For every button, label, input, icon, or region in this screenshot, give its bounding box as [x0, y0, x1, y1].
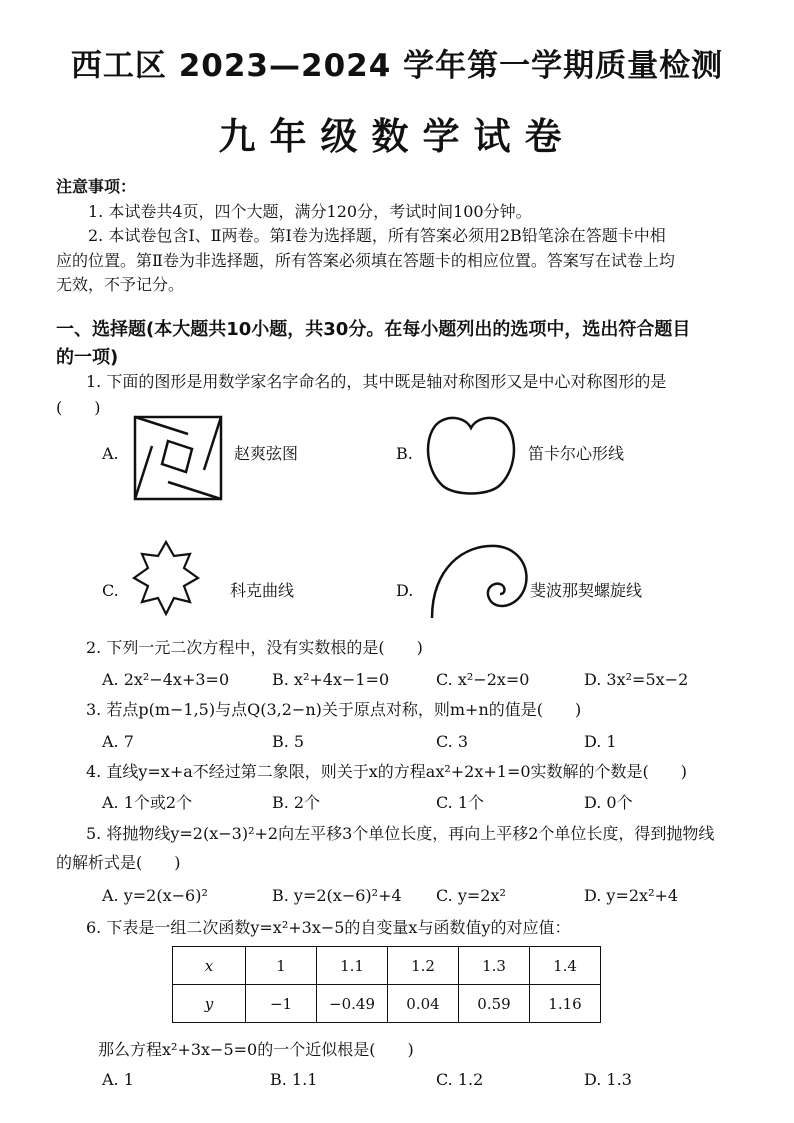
q1-option-c-caption: 科克曲线 [230, 581, 295, 600]
notice-item-2-line1: 2. 本试卷包含Ⅰ、Ⅱ两卷。第Ⅰ卷为选择题，所有答案必须用2B铅笔涂在答题卡中相 [88, 226, 666, 245]
q1-option-a-caption: 赵爽弦图 [234, 444, 299, 463]
q2-option-c[interactable]: C. x²−2x=0 [436, 670, 530, 689]
koch-snowflake-icon [118, 536, 214, 626]
notice-item-1: 1. 本试卷共4页，四个大题，满分120分，考试时间100分钟。 [88, 202, 532, 221]
q2-option-d[interactable]: D. 3x²=5x−2 [584, 670, 689, 689]
q2-stem: 2. 下列一元二次方程中，没有实数根的是( ) [86, 638, 423, 657]
q4-option-b[interactable]: B. 2个 [272, 793, 321, 812]
q6-option-b[interactable]: B. 1.1 [270, 1070, 318, 1089]
table-cell: 1.4 [530, 947, 601, 985]
q6-option-d[interactable]: D. 1.3 [584, 1070, 632, 1089]
q2-option-a[interactable]: A. 2x²−4x+3=0 [102, 670, 230, 689]
q4-option-d[interactable]: D. 0个 [584, 793, 633, 812]
zhao-shuang-diagram-icon [132, 414, 224, 502]
notice-item-2-line2: 应的位置。第Ⅱ卷为非选择题，所有答案必须填在答题卡的相应位置。答案写在试卷上均 [56, 251, 675, 270]
table-cell: −0.49 [317, 985, 388, 1023]
table-cell: −1 [246, 985, 317, 1023]
q1-option-b-letter[interactable]: B. [396, 444, 413, 463]
fibonacci-spiral-icon [424, 538, 534, 620]
notice-item-2-line3: 无效，不予记分。 [56, 275, 185, 294]
cardioid-icon [425, 412, 517, 500]
table-cell: 1.3 [459, 947, 530, 985]
q1-option-d-caption: 斐波那契螺旋线 [530, 581, 643, 600]
q6-option-c[interactable]: C. 1.2 [436, 1070, 484, 1089]
q5-stem-line1: 5. 将抛物线y=2(x−3)²+2向左平移3个单位长度，再向上平移2个单位长度，得到抛物线 [86, 824, 715, 843]
q5-stem-line2: 的解析式是( ) [56, 853, 181, 872]
q4-stem: 4. 直线y=x+a不经过第二象限，则关于x的方程ax²+2x+1=0实数解的个数是( ) [86, 762, 688, 781]
table-row [173, 985, 601, 1023]
q3-stem: 3. 若点p(m−1,5)与点Q(3,2−n)关于原点对称，则m+n的值是( ) [86, 700, 582, 719]
exam-subtitle: 九年级数学试卷 [218, 115, 576, 158]
q1-stem-line1: 1. 下面的图形是用数学家名字命名的，其中既是轴对称图形又是中心对称图形的是 [86, 372, 667, 391]
q1-option-d-letter[interactable]: D. [396, 581, 414, 600]
table-row [173, 947, 601, 985]
section-heading-line2: 的一项) [56, 347, 119, 368]
q5-option-c[interactable]: C. y=2x² [436, 886, 506, 905]
q6-option-a[interactable]: A. 1 [102, 1070, 134, 1089]
q6-stem: 6. 下表是一组二次函数y=x²+3x−5的自变量x与函数值y的对应值： [86, 918, 571, 937]
table-cell: 1.16 [530, 985, 601, 1023]
q6-value-table [172, 946, 601, 1023]
section-heading-line1: 一、选择题(本大题共10小题，共30分。在每小题列出的选项中，选出符合题目 [56, 319, 691, 340]
table-cell: 1.1 [317, 947, 388, 985]
q4-option-c[interactable]: C. 1个 [436, 793, 485, 812]
q4-option-a[interactable]: A. 1个或2个 [102, 793, 193, 812]
q1-option-b-caption: 笛卡尔心形线 [528, 444, 625, 463]
exam-header-title: 西工区 2023—2024 学年第一学期质量检测 [70, 48, 724, 84]
q5-option-b[interactable]: B. y=2(x−6)²+4 [272, 886, 402, 905]
notice-heading: 注意事项： [56, 177, 137, 196]
q2-option-b[interactable]: B. x²+4x−1=0 [272, 670, 390, 689]
q5-option-a[interactable]: A. y=2(x−6)² [102, 886, 208, 905]
table-cell: 1.2 [388, 947, 459, 985]
q3-option-a[interactable]: A. 7 [102, 732, 134, 751]
table-cell: y [173, 985, 246, 1023]
q1-stem-line2: ( ) [56, 398, 101, 417]
q3-option-b[interactable]: B. 5 [272, 732, 305, 751]
table-cell: x [173, 947, 246, 985]
q3-option-c[interactable]: C. 3 [436, 732, 469, 751]
q3-option-d[interactable]: D. 1 [584, 732, 617, 751]
table-cell: 0.59 [459, 985, 530, 1023]
q5-option-d[interactable]: D. y=2x²+4 [584, 886, 679, 905]
q1-option-c-letter[interactable]: C. [102, 581, 119, 600]
table-cell: 1 [246, 947, 317, 985]
q1-option-a-letter[interactable]: A. [102, 444, 119, 463]
table-cell: 0.04 [388, 985, 459, 1023]
q6-followup: 那么方程x²+3x−5=0的一个近似根是( ) [98, 1040, 414, 1059]
